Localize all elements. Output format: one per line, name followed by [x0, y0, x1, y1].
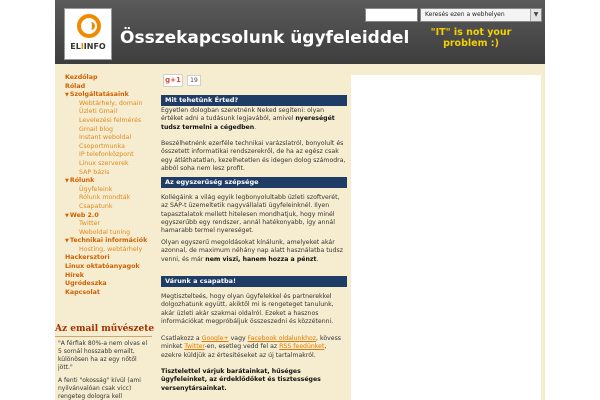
expand-triangle-icon: ▼	[65, 178, 69, 185]
sidebar-item-label: Linux szerverek	[79, 159, 129, 167]
sidebar-item[interactable]	[65, 108, 152, 117]
expand-triangle-icon: ▼	[65, 92, 69, 99]
search-scope-label: Keresés ezen a webhelyen	[425, 11, 505, 18]
sidebar-item-label: Weboldal tuning	[79, 228, 131, 236]
sidebar-item-label: Csoportmunka	[79, 142, 125, 150]
sidebar-item[interactable]	[65, 169, 152, 178]
sidebar-item-label: Hosting, webtárhely	[79, 245, 143, 253]
section-paragraph: Csatlakozz a Google+ vagy Facebook oldalunkhoz, kövess minket Twitter-en, esetleg vedd fel az RSS feedünket, ezekre küldjük az értesítéseket az új tartalmakról.	[161, 335, 342, 359]
google-plus-button[interactable]: g+1	[163, 74, 183, 87]
google-plus-count: 19	[187, 75, 201, 86]
section-heading: Várunk a csapatba!	[161, 276, 347, 287]
right-panel	[351, 75, 541, 400]
sidebar-item[interactable]	[65, 220, 152, 229]
sidebar-item-label: Web 2.0	[69, 211, 99, 219]
sidebar-item[interactable]	[65, 160, 152, 169]
sidebar-block-text-2: A fenti "okosság" kívül (ami nyilvánvalóan csak vicc) rengeteg dologra kell	[58, 377, 141, 400]
sidebar-item[interactable]	[65, 237, 152, 246]
sidebar-item[interactable]	[65, 151, 152, 160]
sidebar-item-label: SAP bázis	[79, 168, 110, 176]
sidebar-item-label: Webtárhely, domain	[79, 99, 143, 107]
sidebar-item[interactable]	[65, 143, 152, 152]
sidebar-item[interactable]	[65, 177, 152, 186]
section-paragraph: Tisztelettel várjuk barátainkat, hűséges ügyfeleinket, az érdeklődőket és tisztességes versenytársainkat.	[161, 368, 321, 392]
sidebar-item[interactable]	[65, 280, 152, 289]
sidebar-block-heading: Az email művészete	[55, 324, 155, 334]
main-content	[158, 68, 346, 400]
sidebar-item-label: Technikai információk	[69, 237, 148, 245]
sidebar-item[interactable]	[65, 91, 152, 100]
sidebar-item-label: Kapcsolat	[65, 288, 100, 296]
sidebar-item[interactable]	[65, 289, 152, 298]
sidebar-item[interactable]	[65, 83, 152, 92]
sidebar-item-label: Ügyfeleink	[79, 185, 113, 193]
sidebar-item-label: Kezdőlap	[65, 74, 98, 81]
sidebar-item[interactable]	[65, 246, 152, 255]
sidebar-item-label: IP telefonközpont	[79, 151, 134, 159]
sidebar-divider	[55, 336, 152, 337]
search-scope-select[interactable]	[420, 8, 542, 22]
expand-triangle-icon: ▼	[65, 238, 69, 245]
sidebar-item[interactable]	[65, 134, 152, 143]
section-paragraph: Olyan egyszerű megoldásokat kínálunk, amelyeket akár azonnal, de maximum néhány nap alatt használatba tudsz venni, és már nem viszi, hanem hozza a pénzt.	[161, 239, 343, 263]
site-title: Összekapcsolunk ügyfeleiddel	[120, 28, 410, 48]
sidebar-item[interactable]	[65, 126, 152, 135]
sidebar-item-label: Üzleti Gmail	[79, 108, 118, 116]
twitter-link[interactable]: Twitter	[184, 343, 205, 351]
section-paragraph: Beszélhetnénk ezerféle technikai varázslatról, bonyolult és összetett informatikai rendszerekről, de ha az egész csak egy átláthatatlan, kezelhetetlen és idegen dolog számodra, abból soha nem lesz profit.	[161, 140, 346, 172]
logo-text: ELIINFO	[70, 42, 106, 51]
sidebar-item[interactable]	[65, 263, 152, 272]
sidebar-item-label: Instant weboldal	[79, 134, 132, 142]
google-plus-link[interactable]: Google+	[201, 335, 229, 342]
sidebar-item[interactable]	[65, 117, 152, 126]
sidebar-item[interactable]	[65, 74, 152, 83]
section-heading: Az egyszerűség szépsége	[161, 177, 347, 188]
logo-ring-icon	[77, 14, 101, 38]
section-paragraph: Kollégáink a világ egyik legbonyolultabb üzleti szoftverét, az SAP-t üzemeltetik nagyvállalati ügyfeleinknél. Ilyen tapasztalatok mellett hitelesen mondhatjuk, hogy minél egyszerűbb egy rendszer, annál hatékonyabb, így annál hamarabb termel nyereséget.	[161, 194, 340, 235]
sidebar-item-label: Rólunk	[69, 177, 95, 185]
sidebar-item[interactable]	[65, 212, 152, 221]
sidebar-item[interactable]	[65, 229, 152, 238]
sidebar-item-label: Rólunk mondták	[79, 194, 131, 202]
sidebar-item-label: Hírek	[65, 271, 84, 279]
site-slogan	[430, 27, 512, 49]
site-logo[interactable]	[64, 8, 112, 60]
sidebar-item-label: Twitter	[79, 220, 101, 228]
sidebar-item-label: Ugródeszka	[65, 280, 107, 288]
slogan-line-2: problem :)	[443, 38, 499, 49]
slogan-line-1: "IT" is not your	[430, 27, 512, 38]
facebook-link[interactable]: Facebook oldalunkhoz	[247, 335, 317, 342]
sidebar-nav	[65, 74, 152, 297]
section-heading: Mit tehetünk Érted?	[161, 95, 347, 106]
expand-triangle-icon: ▼	[65, 212, 69, 219]
search-input[interactable]	[365, 8, 418, 22]
sidebar-item-label: Rólad	[65, 82, 86, 90]
section-paragraph: Egyetlen dologban szeretnénk Neked segíteni: olyan értéket adni a tudásunk legjavából, amivel nyereségét tudsz termelni a cégedben.	[161, 107, 335, 131]
sidebar-item-label: Csapatunk	[79, 202, 113, 210]
sidebar-item-label: Gmail blog	[79, 125, 113, 133]
rss-link[interactable]: RSS feedünket	[279, 343, 325, 351]
sidebar-item-label: Levelezési felmérés	[79, 116, 142, 124]
sidebar-item[interactable]	[65, 254, 152, 263]
sidebar-item-label: Szolgáltatásaink	[69, 91, 129, 99]
sidebar-block-text: "A férfiak 80%-a nem olvas el 5 sornál hosszabb emailt, különösen ha az egy nőtől jött."	[58, 340, 148, 371]
sidebar-item-label: Linux oktatóanyagok	[65, 263, 140, 271]
sidebar-item-label: Hackersztori	[65, 254, 110, 262]
sidebar-item[interactable]	[65, 194, 152, 203]
sidebar-item[interactable]	[65, 203, 152, 212]
sidebar-item[interactable]	[65, 272, 152, 281]
section-paragraph: Megtisztelteés, hogy olyan ügyfelekkel és partnerekkel dolgozhatunk együtt, akiktől mi is rengeteget tanulunk, akár üzleti akár szakmai oldalról. Ezeket a hasznos információkat megpróbáljuk összeszedni és közzétenni.	[161, 293, 334, 325]
chevron-down-icon[interactable]: ▼	[530, 9, 541, 21]
